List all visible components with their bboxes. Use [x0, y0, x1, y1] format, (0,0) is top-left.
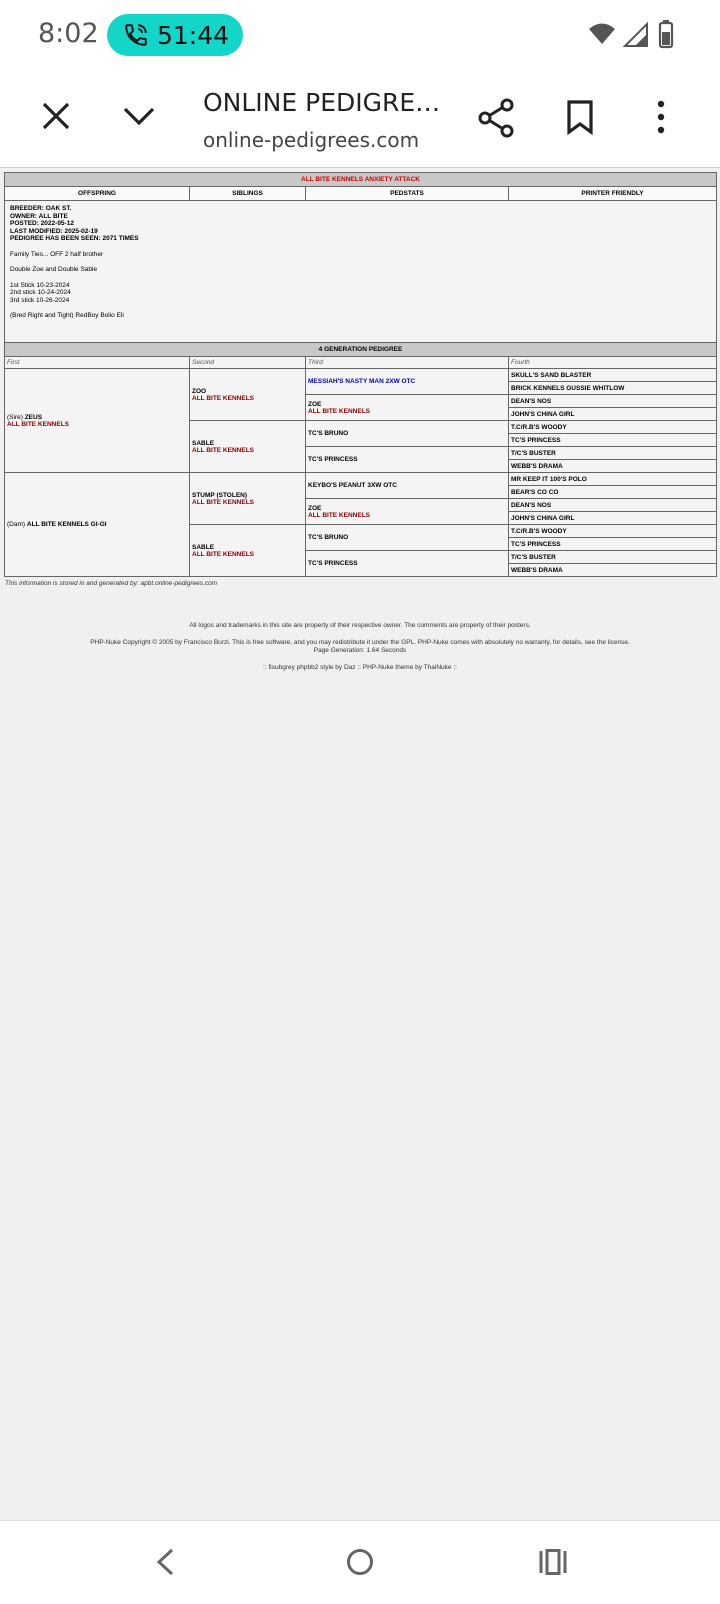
battery-icon	[660, 20, 672, 47]
footer-trademarks: All logos and trademarks in this site are property of their respective owner. The comments are property of their posters.	[189, 622, 531, 629]
custom-tab-toolbar	[0, 68, 720, 168]
dog-link[interactable]: KEYBO'S PEANUT 3XW OTC	[308, 482, 397, 489]
web-content	[0, 168, 720, 1520]
third-gen-cell	[306, 369, 509, 395]
third-gen-cell	[306, 551, 509, 577]
footer-copyright: PHP-Nuke Copyright © 2005 by Francisco Burzi. This is free software, and you may redistribute it under the GPL. PHP-Nuke comes with absolutely no warranty, for details, see the license.	[90, 639, 630, 646]
dam-cell	[5, 473, 190, 577]
fourth-gen-cell[interactable]: BEAR'S CO CO	[509, 486, 717, 499]
third-gen-cell	[306, 395, 509, 421]
gen-label-fourth: Fourth	[509, 357, 717, 369]
pedigree-table	[4, 172, 717, 577]
third-gen-cell	[306, 525, 509, 551]
second-gen-cell	[190, 473, 306, 525]
footer-theme-credit: :: fisubgrey phpbb2 style by Daz :: PHP-Nuke theme by ThaiNuke ::	[263, 664, 457, 671]
system-nav-bar	[0, 1520, 720, 1604]
dog-link[interactable]: MESSIAH'S NASTY MAN 2XW OTC	[308, 378, 416, 385]
page-url[interactable]: online-pedigrees.com	[203, 128, 420, 152]
fourth-gen-cell[interactable]: T/C'S BUSTER	[509, 551, 717, 564]
tab-siblings[interactable]: SIBLINGS	[190, 187, 306, 201]
kennel-link[interactable]: ALL BITE KENNELS	[308, 511, 370, 519]
dog-link[interactable]: SABLE	[192, 543, 215, 551]
gen-label-third: Third	[306, 357, 509, 369]
fourth-gen-cell[interactable]: SKULL'S SAND BLASTER	[509, 369, 717, 382]
close-icon[interactable]	[40, 100, 72, 132]
status-bar	[0, 0, 720, 68]
dam-link[interactable]: ALL BITE KENNELS GI-GI	[26, 521, 107, 528]
kennel-link[interactable]: ALL BITE KENNELS	[192, 550, 254, 558]
views-line: PEDIGREE HAS BEEN SEEN: 2071 TIMES	[10, 235, 139, 242]
second-gen-cell	[190, 421, 306, 473]
fourth-gen-cell[interactable]: DEAN'S NOS	[509, 395, 717, 408]
sire-kennel-link[interactable]: ALL BITE KENNELS	[7, 420, 69, 428]
second-gen-cell	[190, 525, 306, 577]
fourth-gen-cell[interactable]: JOHN'S CHINA GIRL	[509, 408, 717, 421]
footer-page-generation: Page Generation: 1.64 Seconds	[313, 647, 407, 654]
notes-line: 2nd stick 10-24-2024	[10, 289, 71, 296]
fourth-gen-cell[interactable]: T/C'S BUSTER	[509, 447, 717, 460]
notes-line: Family Ties... OFF 2 half brother	[10, 250, 104, 258]
fourth-gen-cell[interactable]: TC'S PRINCESS	[509, 538, 717, 551]
sire-cell	[5, 369, 190, 473]
fourth-gen-cell[interactable]: WEBB'S DRAMA	[509, 460, 717, 473]
clock: 8:02	[38, 18, 99, 49]
tab-pedstats[interactable]: PEDSTATS	[306, 187, 509, 201]
wifi-icon	[589, 24, 615, 45]
fourth-gen-cell[interactable]: MR KEEP IT 100'S POLO	[509, 473, 717, 486]
back-icon[interactable]	[154, 1547, 176, 1577]
fourth-gen-cell[interactable]: T.C/R.B'S WOODY	[509, 525, 717, 538]
posted-line: POSTED: 2022-05-12	[10, 220, 74, 227]
recent-apps-icon[interactable]	[538, 1549, 568, 1575]
dog-link[interactable]: TC'S BRUNO	[308, 430, 349, 437]
fourth-gen-cell[interactable]: T.C/R.B'S WOODY	[509, 421, 717, 434]
stored-note: This information is stored in and generated by: apbt.online-pedigrees.com	[5, 580, 218, 587]
notes-line: (Bred Right and Tight) RedBoy Bolio Eli	[10, 312, 124, 319]
third-gen-cell	[306, 447, 509, 473]
gen-label-first: First	[5, 357, 190, 369]
bookmark-icon[interactable]	[566, 99, 594, 135]
dog-name-header: ALL BITE KENNELS ANXIETY ATTACK	[5, 173, 717, 187]
third-gen-cell	[306, 473, 509, 499]
third-gen-cell	[306, 421, 509, 447]
chevron-down-icon[interactable]	[122, 102, 156, 130]
dog-link[interactable]: TC'S BRUNO	[308, 534, 349, 541]
tab-offspring[interactable]: OFFSPRING	[5, 187, 190, 201]
fourth-gen-cell[interactable]: JOHN'S CHINA GIRL	[509, 512, 717, 525]
section-title: 4 GENERATION PEDIGREE	[5, 343, 717, 357]
second-gen-cell	[190, 369, 306, 421]
dog-link[interactable]: STUMP (STOLEN)	[192, 491, 248, 499]
owner-line: OWNER: ALL BITE	[10, 212, 68, 220]
dog-link[interactable]: SABLE	[192, 439, 215, 447]
fourth-gen-cell[interactable]: TC'S PRINCESS	[509, 434, 717, 447]
dog-link[interactable]: ZOE	[308, 504, 322, 512]
page-title: ONLINE PEDIGRE…	[203, 88, 441, 117]
call-timer: 51:44	[157, 21, 230, 50]
status-icons	[587, 20, 682, 50]
more-vert-icon[interactable]	[656, 100, 666, 134]
ongoing-call-chip[interactable]	[107, 14, 243, 56]
third-gen-cell	[306, 499, 509, 525]
dog-link[interactable]: ZOE	[308, 400, 322, 408]
tab-printer-friendly[interactable]: PRINTER FRIENDLY	[509, 187, 717, 201]
dam-prefix: (Dam)	[7, 521, 26, 528]
gen-label-second: Second	[190, 357, 306, 369]
home-icon[interactable]	[346, 1548, 374, 1576]
fourth-gen-cell[interactable]: DEAN'S NOS	[509, 499, 717, 512]
fourth-gen-cell[interactable]: WEBB'S DRAMA	[509, 564, 717, 577]
notes-line: 1st Stick 10-23-2024	[10, 281, 70, 289]
notes-line: Double Zoe and Double Sable	[10, 266, 98, 273]
modified-line: LAST MODIFIED: 2025-02-19	[10, 227, 98, 235]
kennel-link[interactable]: ALL BITE KENNELS	[192, 446, 254, 454]
dog-link[interactable]: ZOO	[192, 387, 207, 395]
fourth-gen-cell[interactable]: BRICK KENNELS GUSSIE WHITLOW	[509, 382, 717, 395]
sire-prefix: (Sire)	[7, 413, 23, 421]
kennel-link[interactable]: ALL BITE KENNELS	[192, 498, 254, 506]
kennel-link[interactable]: ALL BITE KENNELS	[192, 394, 254, 402]
notes-line: 3rd stick 10-26-2024	[10, 296, 70, 304]
dog-info-panel	[5, 201, 717, 343]
kennel-link[interactable]: ALL BITE KENNELS	[308, 407, 370, 415]
sire-link[interactable]: ZEUS	[24, 413, 43, 421]
breeder-line: BREEDER: OAK ST.	[10, 205, 72, 212]
share-icon[interactable]	[478, 98, 514, 138]
dog-link[interactable]: TC'S PRINCESS	[308, 560, 358, 567]
phone-call-icon	[123, 22, 149, 48]
dog-link[interactable]: TC'S PRINCESS	[308, 456, 358, 463]
